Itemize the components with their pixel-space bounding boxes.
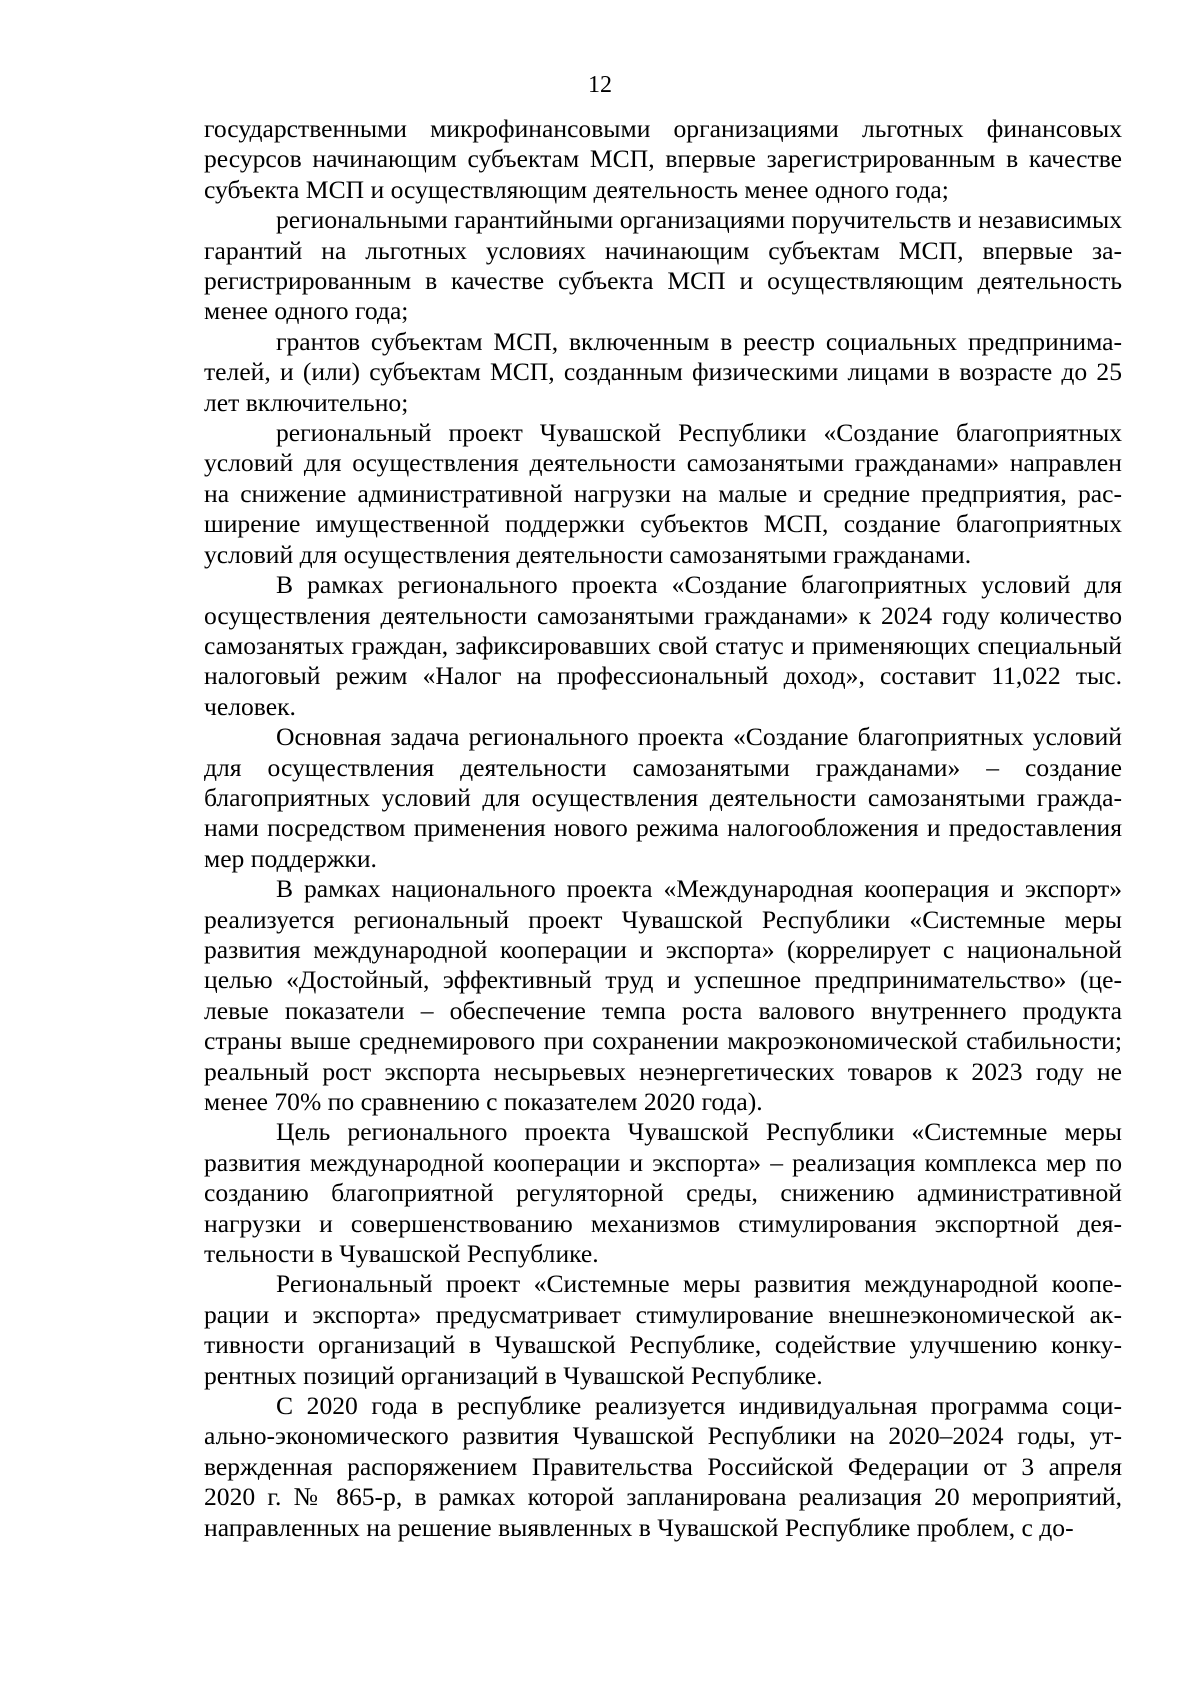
paragraph-1: государственными микрофинансовыми организациями льготных финансовых ресурсов начинающим субъектам МСП, впервые зарегистрированным в качестве субъекта МСП и осуществляющим деятельность менее одного года; bbox=[204, 114, 1122, 204]
paragraph-3: грантов субъектам МСП, включенным в реестр социальных предпринимателей, и (или) субъектам МСП, созданным физическими лицами в возрасте до 25 лет включительно; bbox=[204, 326, 1122, 417]
paragraph-2: региональными гарантийными организациями поручительств и независимых гарантий на льготных условиях начинающим субъектам МСП, впервые зарегистрированным в качестве субъекта МСП и осуществляющим деятельность менее одного года; bbox=[204, 205, 1122, 326]
paragraph-5: В рамках регионального проекта «Создание благоприятных условий для осуществления деятельности самозанятыми гражданами» к 2024 году количество самозанятых граждан, зафиксировавших свой статус и применяющих специальный налоговый режим «Налог на профессиональный доход», составит 11,022 тыс. человек. bbox=[204, 570, 1122, 721]
paragraph-10: С 2020 года в республике реализуется индивидуальная программа социально-экономического развития Чувашской Республики на 2020–2024 годы, утвержденная распоряжением Правительства Российской Федерации от 3 апреля 2020 г. № 865-р, в рамках которой запланирована реализация 20 мероприятий, направленных на решение выявленных в Чувашской Республике проблем, с до- bbox=[204, 1391, 1122, 1542]
paragraph-4: региональный проект Чувашской Республики «Создание благоприятных условий для осуществления деятельности самозанятыми гражданами» направлен на снижение административной нагрузки на малые и средние предприятия, расширение имущественной поддержки субъектов МСП, создание благоприятных условий для осуществления деятельности самозанятыми гражданами. bbox=[204, 418, 1122, 569]
paragraph-6: Основная задача регионального проекта «Создание благоприятных условий для осуществления деятельности самозанятыми гражданами» – создание благоприятных условий для осуществления деятельности самозанятыми гражданами посредством применения нового режима налогообложения и предоставления мер поддержки. bbox=[204, 722, 1122, 873]
paragraph-7: В рамках национального проекта «Международная кооперация и экспорт» реализуется региональный проект Чувашской Республики «Системные меры развития международной кооперации и экспорта» (коррелирует с национальной целью «Достойный, эффективный труд и успешное предпринимательство» (целевые показатели – обеспечение темпа роста валового внутреннего продукта страны выше среднемирового при сохранении макроэкономической стабильности; реальный рост экспорта несырьевых неэнергетических товаров к 2023 году не менее 70% по сравнению с показателем 2020 года). bbox=[204, 874, 1122, 1116]
paragraph-8: Цель регионального проекта Чувашской Республики «Системные меры развития международной кооперации и экспорта» – реализация комплекса мер по созданию благоприятной регуляторной среды, снижению административной нагрузки и совершенствованию механизмов стимулирования экспортной деятельности в Чувашской Республике. bbox=[204, 1117, 1122, 1269]
page-number: 12 bbox=[588, 72, 612, 98]
paragraph-9: Региональный проект «Системные меры развития международной кооперации и экспорта» предусматривает стимулирование внешнеэкономической активности организаций в Чувашской Республике, содействие улучшению конкурентных позиций организаций в Чувашской Республике. bbox=[204, 1269, 1122, 1390]
body-text bbox=[204, 114, 1122, 1543]
